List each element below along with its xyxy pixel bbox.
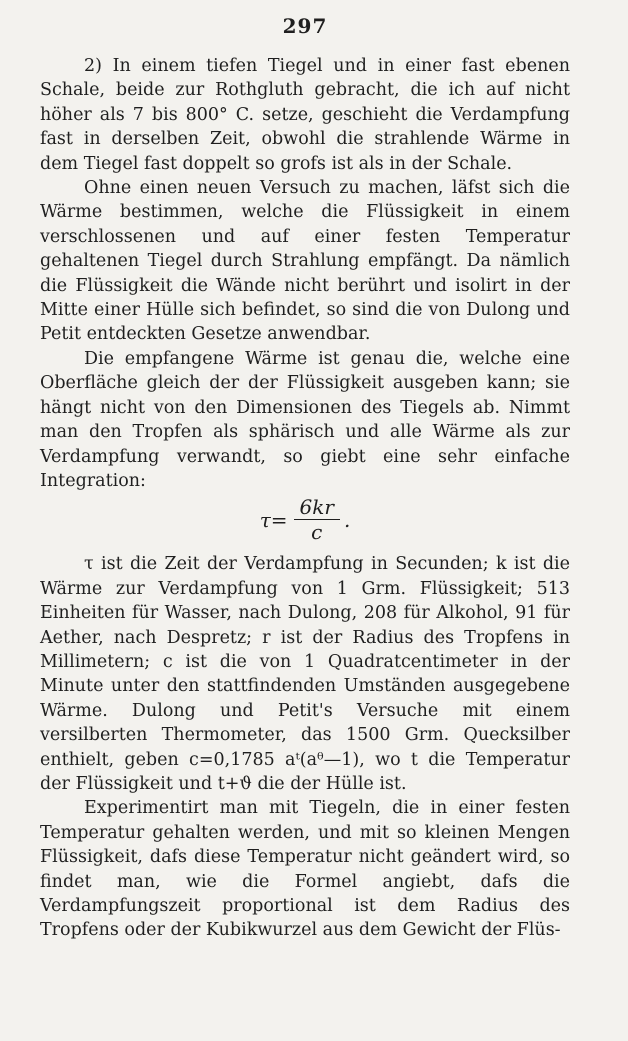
paragraph-4: τ ist die Zeit der Verdampfung in Secunden; k ist die Wärme zur Verdampfung von 1 Grm. Flüssigkeit; 513 Einheiten für Wasser, nach Dulong, 208 für Alkohol, 91 für Aether, nach Despretz; r ist der Radius des Tropfens in Millimetern; c ist die von 1 Quadratcentimeter in der Minute unter den stattfindenden Umständen ausgegebene Wärme. Dulong und Petit's Versuche mit einem versilberten Thermometer, das 1500 Grm. Quecksilber enthielt, geben c=0,1785 aᵗ(aᶿ—1), wo t die Temperatur der Flüssigkeit und t+ϑ die der Hülle ist. <box>40 554 570 794</box>
formula-lhs: τ= <box>259 507 288 532</box>
paragraph-3: Die empfangene Wärme ist genau die, welche eine Oberfläche gleich der der Flüssigkeit ausgeben kann; sie hängt nicht von den Dimensionen des Tiegels ab. Nimmt man den Tropfen als sphärisch und alle Wärme als zur Verdampfung verwandt, so giebt eine sehr einfache Integration: <box>40 348 570 491</box>
formula-fraction <box>294 495 340 544</box>
formula <box>40 495 570 544</box>
formula-numerator: 6kr <box>294 495 340 520</box>
page-number: 297 <box>282 14 328 38</box>
paragraph-1: 2) In einem tiefen Tiegel und in einer fast ebenen Schale, beide zur Rothgluth gebracht, die ich auf nicht höher als 7 bis 800° C. setze, geschieht die Verdampfung fast in derselben Zeit, obwohl die strahlende Wärme in dem Tiegel fast doppelt so grofs ist als in der Schale. <box>40 56 570 174</box>
formula-denominator: c <box>311 520 323 545</box>
paragraph-2: Ohne einen neuen Versuch zu machen, läfst sich die Wärme bestimmen, welche die Flüssigkeit in einem verschlossenen und auf einer festen Temperatur gehaltenen Tiegel durch Strahlung empfängt. Da nämlich die Flüssigkeit die Wände nicht berührt und isolirt in der Mitte einer Hülle sich befindet, so sind die von Dulong und Petit entdeckten Gesetze anwendbar. <box>40 178 570 345</box>
paragraph-5: Experimentirt man mit Tiegeln, die in einer festen Temperatur gehalten werden, und mit so kleinen Mengen Flüssigkeit, dafs diese Temperatur nicht geändert wird, so findet man, wie die Formel angiebt, dafs die Verdampfungszeit proportional ist dem Radius des Tropfens oder der Kubikwurzel aus dem Gewicht der Flüs- <box>40 798 570 941</box>
formula-trail: . <box>343 507 351 532</box>
